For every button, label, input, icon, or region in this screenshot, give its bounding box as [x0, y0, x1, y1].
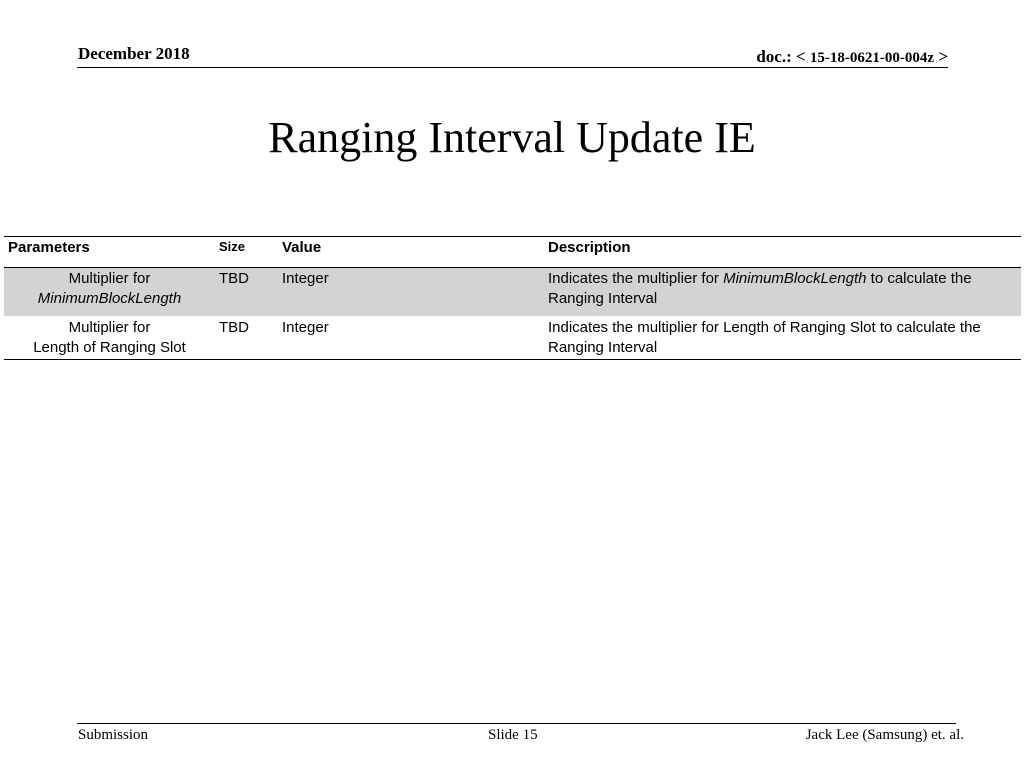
- description-cell: [544, 268, 1021, 317]
- size-cell: TBD: [215, 268, 278, 317]
- value-cell: Integer: [278, 268, 544, 317]
- header-date: December 2018: [78, 44, 190, 63]
- table-row: [4, 268, 1021, 317]
- doc-number: 15-18-0621-00-004z: [809, 50, 935, 66]
- param-line: Multiplier for: [68, 270, 151, 287]
- param-line: MinimumBlockLength: [37, 290, 182, 307]
- slide-title: Ranging Interval Update IE: [268, 113, 756, 162]
- footer-author: Jack Lee (Samsung) et. al.: [805, 727, 964, 743]
- param-line: Length of Ranging Slot: [33, 339, 186, 356]
- col-header-size: Size: [215, 237, 278, 268]
- param-line: Multiplier for: [68, 319, 151, 336]
- col-header-description: Description: [544, 237, 1021, 268]
- col-header-parameters: Parameters: [4, 237, 215, 268]
- param-cell: [4, 317, 215, 360]
- desc-text: to calculate the Ranging Interval: [548, 270, 972, 307]
- doc-suffix: >: [934, 47, 948, 66]
- footer-submission: Submission: [78, 727, 149, 743]
- desc-text: Indicates the multiplier for: [548, 270, 724, 287]
- size-cell: TBD: [215, 317, 278, 360]
- doc-label: doc.: <: [756, 47, 810, 66]
- footer-rule: [77, 723, 956, 724]
- header-doc-id: [756, 47, 948, 67]
- param-cell: [4, 268, 215, 317]
- table-row: [4, 317, 1021, 360]
- ie-parameter-table: [4, 236, 1021, 360]
- table-header-row: [4, 237, 1021, 268]
- value-cell: Integer: [278, 317, 544, 360]
- desc-italic-term: MinimumBlockLength: [723, 270, 867, 287]
- description-cell: Indicates the multiplier for Length of Ranging Slot to calculate the Ranging Interval: [544, 317, 1021, 360]
- header-rule: [77, 67, 948, 68]
- footer-slide-number: Slide 15: [488, 727, 538, 743]
- col-header-value: Value: [278, 237, 544, 268]
